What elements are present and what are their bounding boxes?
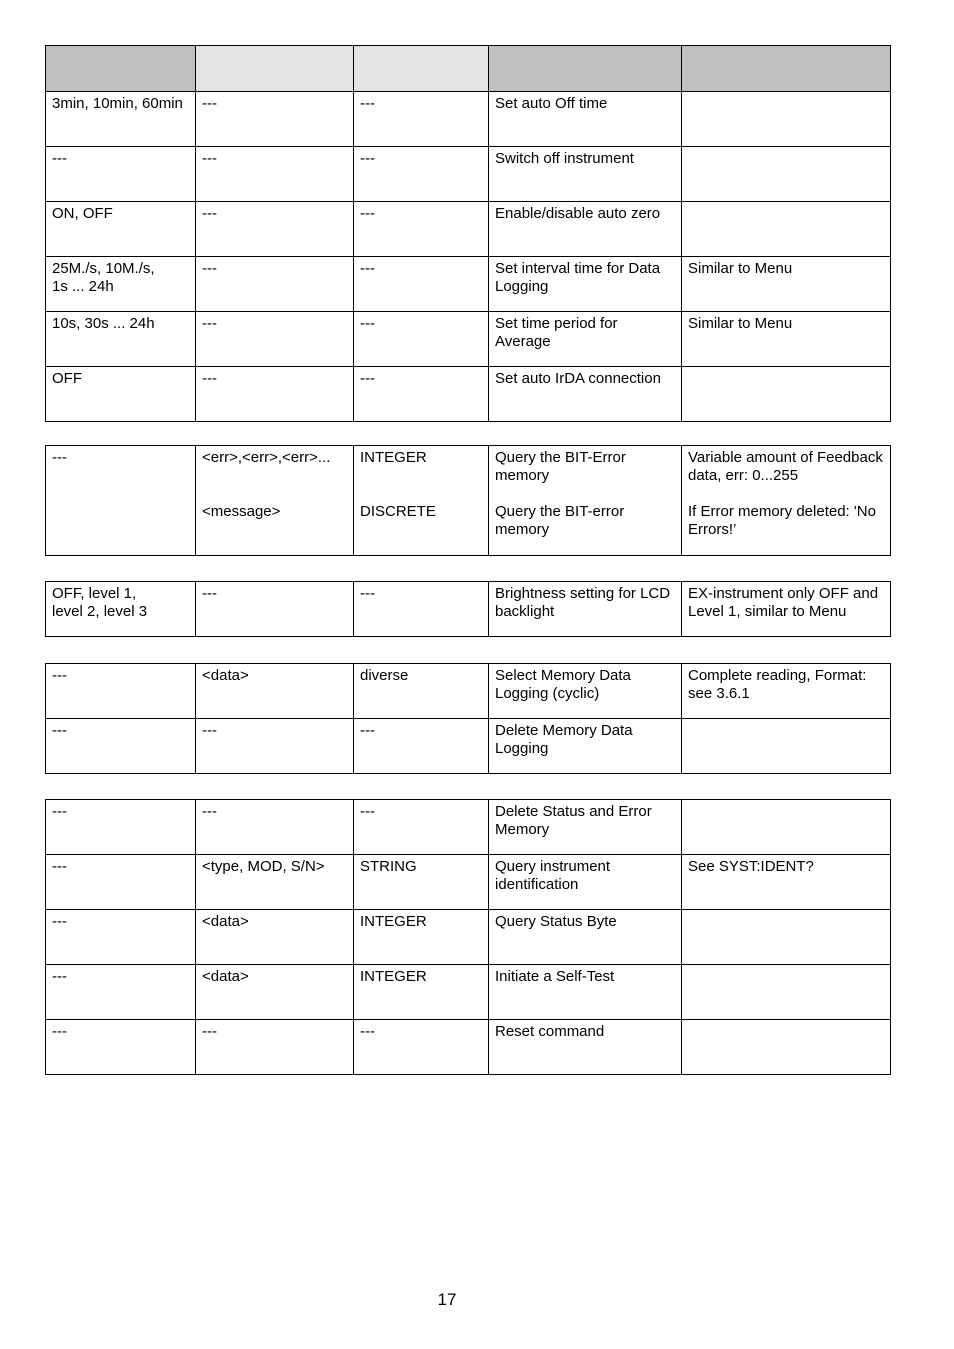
type-cell: --- (354, 202, 489, 257)
response-cell: --- (196, 202, 354, 257)
function-cell: Set auto Off time (489, 92, 682, 147)
function-cell: Delete Status and Error Memory (489, 800, 682, 855)
response-cell: --- (196, 147, 354, 202)
remark-cell (682, 965, 891, 1020)
parameter-cell: --- (46, 719, 196, 774)
parameter-cell: --- (46, 800, 196, 855)
table-row (46, 855, 891, 910)
remark-cell: EX-instrument only OFF and Level 1, similar to Menu (682, 582, 891, 637)
response-cell: --- (196, 800, 354, 855)
response-cell: <data> (196, 965, 354, 1020)
function-cell: Enable/disable auto zero (489, 202, 682, 257)
command-table-display (45, 581, 891, 637)
response-cell: <data> (196, 910, 354, 965)
table-row (46, 582, 891, 637)
header-cell (489, 46, 682, 92)
function-cell: Reset command (489, 1020, 682, 1075)
remark-cell (682, 800, 891, 855)
remark-cell (682, 92, 891, 147)
table-row (46, 257, 891, 312)
table-row (46, 147, 891, 202)
remark-cell (682, 1020, 891, 1075)
table-row (46, 910, 891, 965)
remark-cell (682, 367, 891, 422)
function-cell: Select Memory Data Logging (cyclic) (489, 664, 682, 719)
type-cell: INTEGER (354, 910, 489, 965)
table-row (46, 1020, 891, 1075)
page-number: 17 (437, 1290, 457, 1309)
response-cell: <type, MOD, S/N> (196, 855, 354, 910)
table-row (46, 965, 891, 1020)
table-row (46, 202, 891, 257)
type-cell: --- (354, 582, 489, 637)
parameter-cell: --- (46, 1020, 196, 1075)
function-cell: Set interval time for Data Logging (489, 257, 682, 312)
function-cell: Query instrument identification (489, 855, 682, 910)
table-row (46, 719, 891, 774)
response-cell: --- (196, 92, 354, 147)
parameter-cell: 10s, 30s ... 24h (46, 312, 196, 367)
parameter-cell: 25M./s, 10M./s, 1s ... 24h (46, 257, 196, 312)
function-cell: Set auto IrDA connection (489, 367, 682, 422)
type-cell: --- (354, 367, 489, 422)
table-row (46, 312, 891, 367)
function-cell: Switch off instrument (489, 147, 682, 202)
response-cell: <data> (196, 664, 354, 719)
type-cell: --- (354, 312, 489, 367)
remark-cell (682, 202, 891, 257)
type-cell: INTEGER DISCRETE (354, 446, 489, 556)
parameter-cell: --- (46, 855, 196, 910)
response-cell: --- (196, 312, 354, 367)
header-cell (46, 46, 196, 92)
function-cell: Query Status Byte (489, 910, 682, 965)
type-cell: diverse (354, 664, 489, 719)
response-cell: <err>,<err>,<err>... <message> (196, 446, 354, 556)
table-row (46, 92, 891, 147)
remark-cell: Similar to Menu (682, 257, 891, 312)
function-cell: Set time period for Average (489, 312, 682, 367)
remark-cell: Complete reading, Format: see 3.6.1 (682, 664, 891, 719)
response-cell: --- (196, 257, 354, 312)
type-cell: STRING (354, 855, 489, 910)
type-cell: --- (354, 719, 489, 774)
table-row (46, 664, 891, 719)
function-cell: Initiate a Self-Test (489, 965, 682, 1020)
parameter-cell: --- (46, 446, 196, 556)
function-cell: Delete Memory Data Logging (489, 719, 682, 774)
table-row (46, 446, 891, 556)
remark-cell: Variable amount of Feedback data, err: 0...255 If Error memory deleted: 'No Errors!’ (682, 446, 891, 556)
parameter-cell: --- (46, 147, 196, 202)
table-header-row (46, 46, 891, 92)
parameter-cell: --- (46, 664, 196, 719)
type-cell: --- (354, 1020, 489, 1075)
parameter-cell: OFF, level 1, level 2, level 3 (46, 582, 196, 637)
header-cell (196, 46, 354, 92)
command-table-memory (45, 663, 891, 774)
command-table-common (45, 799, 891, 1075)
function-cell: Query the BIT-Error memory Query the BIT-error memory (489, 446, 682, 556)
response-cell: --- (196, 719, 354, 774)
parameter-cell: --- (46, 910, 196, 965)
response-cell: --- (196, 582, 354, 637)
function-cell: Brightness setting for LCD backlight (489, 582, 682, 637)
type-cell: --- (354, 92, 489, 147)
parameter-cell: --- (46, 965, 196, 1020)
type-cell: --- (354, 257, 489, 312)
header-cell (354, 46, 489, 92)
remark-cell: See SYST:IDENT? (682, 855, 891, 910)
parameter-cell: 3min, 10min, 60min (46, 92, 196, 147)
type-cell: --- (354, 800, 489, 855)
response-cell: --- (196, 367, 354, 422)
parameter-cell: OFF (46, 367, 196, 422)
remark-cell (682, 719, 891, 774)
remark-cell (682, 910, 891, 965)
response-cell: --- (196, 1020, 354, 1075)
remark-cell (682, 147, 891, 202)
type-cell: INTEGER (354, 965, 489, 1020)
parameter-cell: ON, OFF (46, 202, 196, 257)
header-cell (682, 46, 891, 92)
command-table-general (45, 45, 891, 422)
type-cell: --- (354, 147, 489, 202)
remark-cell: Similar to Menu (682, 312, 891, 367)
command-table-error (45, 445, 891, 556)
table-row (46, 800, 891, 855)
table-row (46, 367, 891, 422)
